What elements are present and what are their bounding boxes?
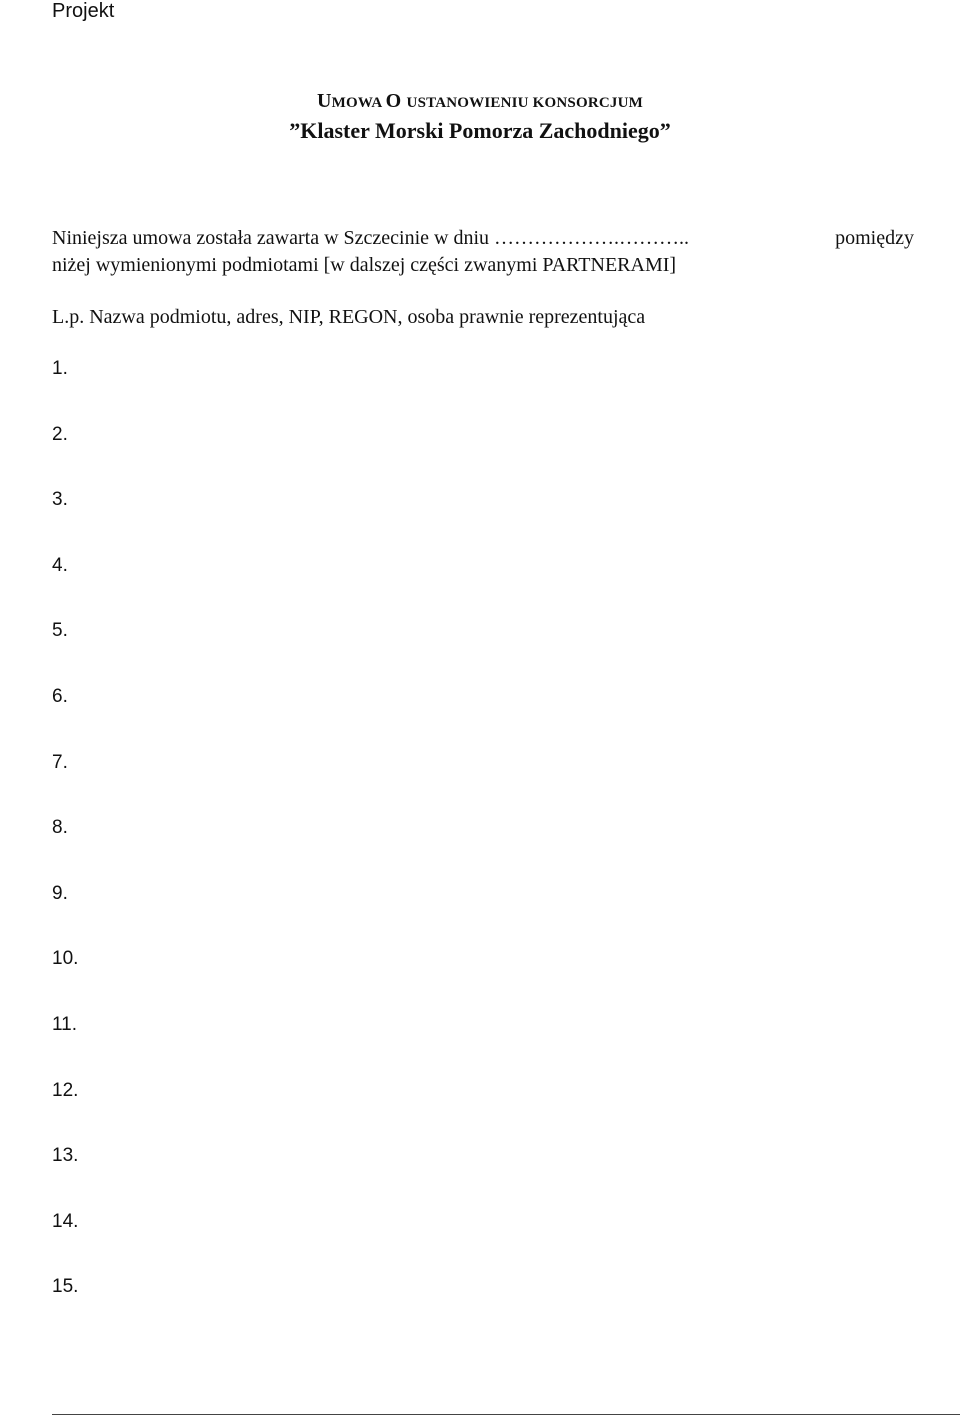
intro-line-1-right: pomiędzy [835, 227, 914, 249]
partner-entry: 15. [52, 1276, 79, 1298]
partner-entry: 4. [52, 554, 68, 576]
partner-entry: 1. [52, 358, 68, 379]
partner-entry: 2. [52, 423, 68, 445]
partner-entry: 13. [52, 1145, 79, 1167]
partner-entry: 7. [52, 751, 68, 773]
title-cap-o: O [385, 90, 407, 112]
title-smallcaps-a: MOWA [331, 95, 386, 111]
partner-entry: 14. [52, 1210, 79, 1232]
document-subtitle: ”Klaster Morski Pomorza Zachodniego” [289, 118, 671, 143]
document-title [0, 87, 960, 117]
partner-entry: 8. [52, 817, 68, 839]
title-cap-u: U [317, 90, 332, 112]
partner-entry: 10. [52, 948, 79, 970]
intro-line-2: niżej wymienionymi podmiotami [w dalszej części zwanymi PARTNERAMI] [52, 254, 677, 276]
partners-list [52, 355, 78, 1339]
partner-entry: 11. [52, 1013, 78, 1035]
partners-table-header: L.p. Nazwa podmiotu, adres, NIP, REGON, osoba prawnie reprezentująca [52, 306, 646, 328]
draft-label: Projekt [52, 0, 115, 22]
intro-paragraph [52, 225, 914, 279]
intro-line-1 [52, 225, 914, 252]
partner-entry: 5. [52, 620, 68, 642]
title-smallcaps-b: USTANOWIENIU KONSORCJUM [406, 95, 643, 111]
partner-entry: 12. [52, 1079, 79, 1101]
partner-entry: 6. [52, 685, 68, 707]
footer-divider [52, 1414, 960, 1415]
partner-entry: 3. [52, 489, 68, 511]
partner-entry: 9. [52, 882, 68, 904]
intro-line-1-left: Niniejsza umowa została zawarta w Szczecinie w dniu ……………….……….. [52, 227, 690, 249]
